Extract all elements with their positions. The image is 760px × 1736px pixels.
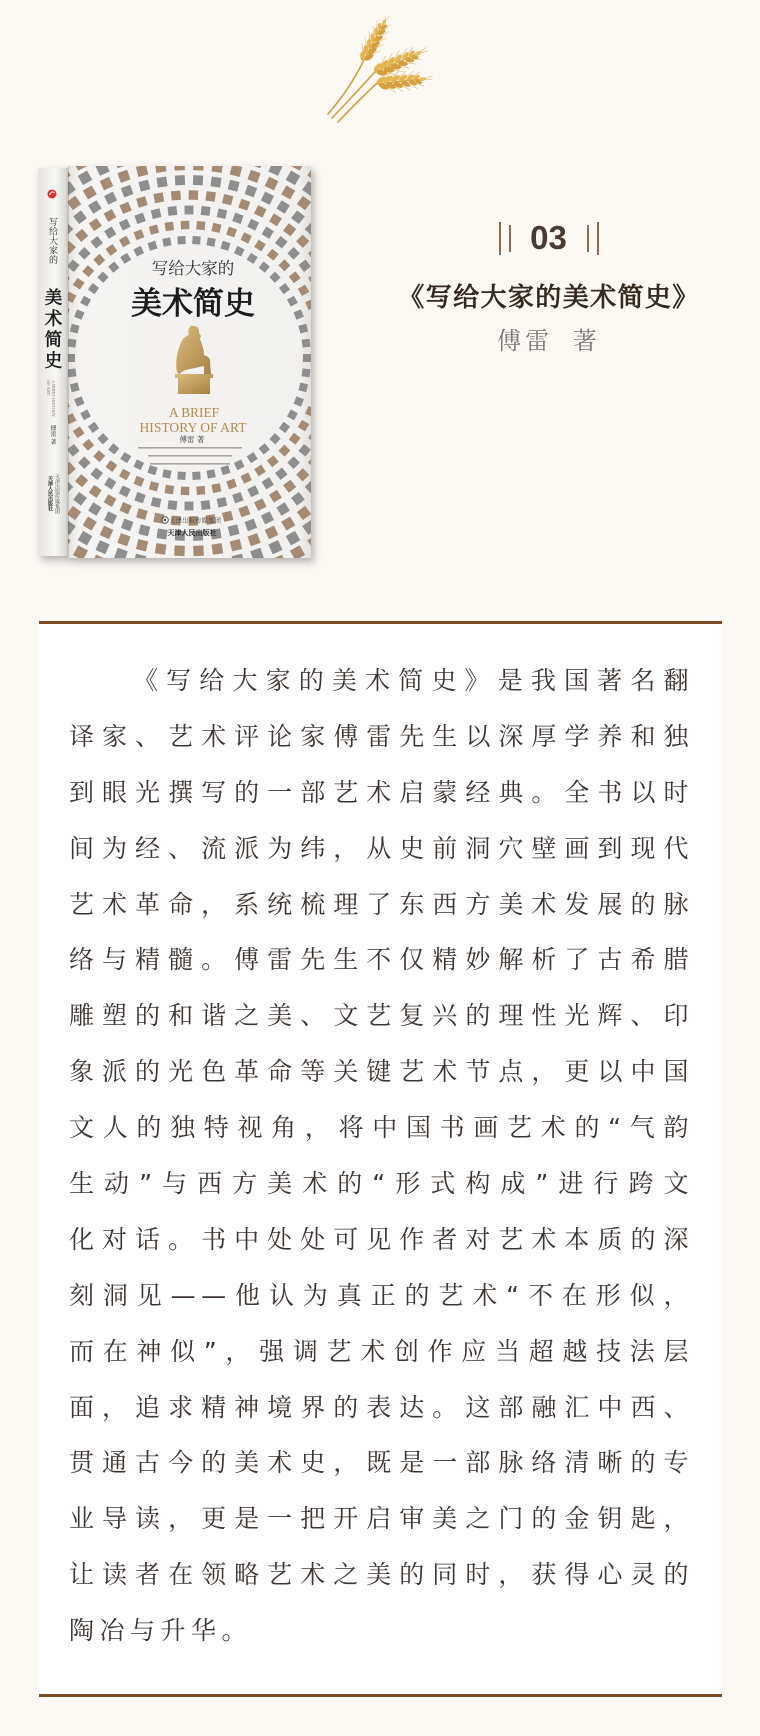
description-text bbox=[69, 653, 694, 1659]
cover-publisher: 天津人民出版社 bbox=[167, 528, 217, 537]
cover-pattern-square bbox=[302, 368, 311, 377]
cover-pattern-square bbox=[156, 528, 167, 539]
cover-pattern-square bbox=[192, 472, 200, 480]
cover-pattern-square bbox=[211, 223, 221, 233]
cover-pattern-square bbox=[213, 558, 225, 560]
cover-pattern-square bbox=[175, 175, 185, 185]
cover-pattern-square bbox=[196, 221, 205, 230]
book-cover-art bbox=[38, 164, 314, 560]
text-line: 译家、艺术评论家傅雷先生以深厚学养和独 bbox=[69, 721, 694, 751]
cover-pattern-square bbox=[211, 543, 223, 555]
spine-publisher-logo-icon bbox=[48, 190, 57, 199]
cover-pattern-square bbox=[185, 502, 194, 511]
cover-pattern-square bbox=[210, 176, 221, 187]
cover-pattern-square bbox=[311, 392, 314, 403]
cover-pattern-square bbox=[303, 354, 311, 362]
text-line: 刻洞见——他认为真正的艺术“不在形似， bbox=[69, 1280, 694, 1310]
wheat-icon bbox=[323, 16, 439, 128]
cover-pattern-square bbox=[193, 545, 204, 556]
cover-author: 傅雷 著 bbox=[179, 435, 205, 444]
cover-pattern-square bbox=[156, 176, 167, 187]
text-line: 文人的独特视角，将中国书画艺术的“气韵 bbox=[69, 1113, 694, 1143]
cover-pattern-square bbox=[205, 191, 216, 202]
cover-pattern-square bbox=[177, 236, 185, 244]
cover-pattern-square bbox=[165, 485, 175, 495]
cover-pattern-square bbox=[196, 486, 205, 495]
cover-subtitle: 写给大家的 bbox=[151, 259, 235, 278]
cover-pattern-square bbox=[193, 164, 204, 171]
cover-pattern-square bbox=[155, 543, 167, 555]
cover-pattern-square bbox=[311, 494, 314, 508]
cover-pattern-square bbox=[171, 190, 181, 200]
cover-pattern-square bbox=[211, 483, 221, 493]
cover-pattern-square bbox=[181, 221, 190, 230]
cover-title: 美术简史 bbox=[131, 286, 255, 322]
cover-pattern-square bbox=[165, 222, 175, 232]
cover-pattern-square bbox=[168, 500, 178, 510]
cover-pattern-square bbox=[206, 469, 215, 478]
book-author: 傅雷 著 bbox=[497, 327, 601, 355]
text-line: 《写给大家的美术简史》是我国著名翻 bbox=[133, 666, 694, 695]
cover-pattern-square bbox=[311, 314, 314, 325]
number-bar-left-outer bbox=[499, 222, 502, 255]
book-cover bbox=[38, 164, 314, 560]
cover-pattern-square bbox=[311, 208, 314, 222]
cover-publisher-group: 天津出版传媒集团 bbox=[169, 516, 221, 525]
cover-english-line1: A BRIEF bbox=[169, 405, 220, 420]
description-panel bbox=[39, 621, 722, 1697]
cover-pattern-square bbox=[201, 500, 211, 510]
number-bar-right-outer bbox=[597, 222, 600, 255]
number-bar-right-inner bbox=[587, 225, 590, 252]
text-line: 贯通古今的美术史，既是一部脉络清晰的专 bbox=[69, 1448, 694, 1478]
text-line: 生动”与西方美术的“形式构成”进行跨文 bbox=[69, 1169, 694, 1199]
cover-pattern-square bbox=[155, 164, 167, 173]
spine-publisher: 天津人民出版社 bbox=[47, 476, 53, 511]
text-line: 到眼光撰写的一部艺术启蒙经典。全书以时 bbox=[69, 777, 694, 807]
text-line: 化对话。书中处处可见作者对艺术本质的深 bbox=[69, 1224, 694, 1254]
cover-pattern-square bbox=[312, 549, 314, 560]
cover-pattern-square bbox=[174, 164, 185, 171]
book-title: 《写给大家的美术简史》 bbox=[398, 283, 700, 313]
spine-english-title: A BRIEF HISTORY OF ART bbox=[46, 380, 56, 418]
cover-pattern-square bbox=[302, 339, 311, 348]
cover-pattern-square bbox=[162, 237, 171, 246]
text-line: 象派的光色革命等关键艺术节点，更以中国 bbox=[69, 1057, 694, 1087]
cover-english-line2: HISTORY OF ART bbox=[139, 420, 248, 435]
cover-pattern-square bbox=[181, 487, 190, 496]
cover-pattern-square bbox=[153, 192, 164, 203]
cover-pattern-square bbox=[193, 175, 203, 185]
text-line: 间为经、流派为纬，从史前洞穴壁画到现代 bbox=[69, 833, 694, 863]
cover-pattern-square bbox=[50, 164, 66, 167]
book-number: 03 bbox=[530, 219, 567, 256]
spine-subtitle: 写给大家的 bbox=[47, 217, 57, 265]
cover-pattern-square bbox=[206, 237, 215, 246]
text-line: 络与精髓。傅雷先生不仅精妙解析了古希腊 bbox=[69, 945, 694, 975]
cover-pattern-square bbox=[177, 472, 185, 480]
spine-author: 傅雷 著 bbox=[49, 425, 56, 445]
cover-pattern-square bbox=[312, 164, 314, 167]
cover-pattern-square bbox=[192, 236, 200, 244]
text-line: 面，追求精神境界的表达。这部融汇中西、 bbox=[69, 1392, 694, 1422]
cover-pattern-square bbox=[201, 206, 211, 216]
text-line: 业导读，更是一把开启审美之门的金钥匙， bbox=[69, 1504, 694, 1534]
text-line: 陶冶与升华。 bbox=[69, 1616, 253, 1646]
cover-pattern-square bbox=[162, 469, 171, 478]
cover-pattern-square bbox=[168, 206, 178, 216]
spine-title: 美术简史 bbox=[42, 288, 62, 372]
text-line: 艺术革命，系统梳理了东西方美术发展的脉 bbox=[69, 889, 694, 919]
text-line: 而在神似”，强调艺术创作应当超越技法层 bbox=[69, 1336, 694, 1366]
cover-pattern-square bbox=[189, 190, 199, 200]
cover-pattern-square bbox=[153, 558, 165, 560]
cover-pattern-square bbox=[185, 206, 194, 215]
book-number-row bbox=[390, 218, 708, 258]
text-line: 雕塑的和谐之美、文艺复兴的理性光辉、印 bbox=[69, 1001, 694, 1031]
cover-pattern-square bbox=[211, 164, 223, 173]
spine-publisher-group: 天津出版传媒集团 bbox=[54, 474, 60, 514]
text-line: 让读者在领略艺术之美的同时，获得心灵的 bbox=[69, 1560, 694, 1590]
cover-pattern-square bbox=[174, 545, 185, 556]
number-bar-left-inner bbox=[509, 225, 512, 252]
